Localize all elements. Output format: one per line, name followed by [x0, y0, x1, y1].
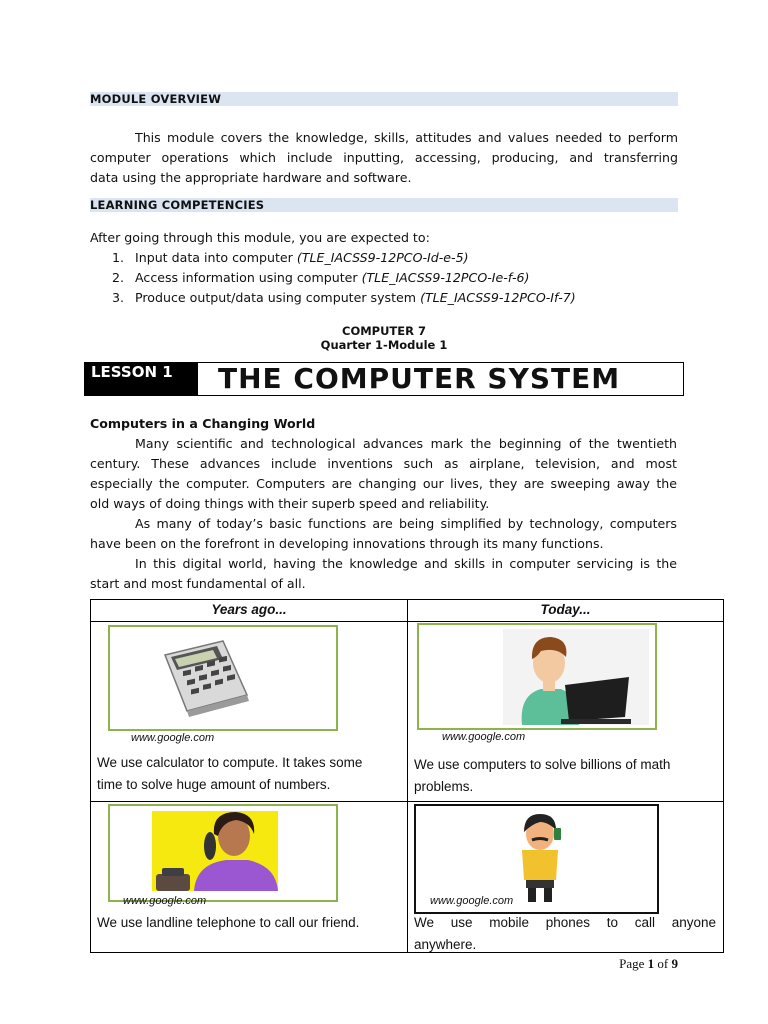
lesson-title: THE COMPUTER SYSTEM [218, 362, 621, 395]
comparison-table [90, 599, 724, 953]
caption-computer: We use computers to solve billions of math problems. [414, 757, 671, 794]
paragraph-line: have been on the forefront in developing innovations through its many functions. [90, 536, 604, 551]
paragraph-line: especially the computer. Computers are changing our lives, they are sweeping away the [90, 476, 677, 491]
paragraph-line: old ways of doing things with their superb speed and reliability. [90, 496, 490, 511]
list-item: 3. Produce output/data using computer system (TLE_IACSS9-12PCO-If-7) [112, 290, 576, 305]
cell-calculator [91, 622, 408, 802]
paragraph-line: Many scientific and technological advances mark the beginning of the twentieth [135, 436, 677, 451]
lesson-tag: LESSON 1 [84, 362, 198, 396]
learning-competencies-heading: LEARNING COMPETENCIES [90, 198, 678, 212]
paragraph-line: As many of today’s basic functions are being simplified by technology, computers [135, 516, 677, 531]
image-credit: www.google.com [123, 895, 207, 907]
list-item: 1. Input data into computer (TLE_IACSS9-12PCO-Id-e-5) [112, 250, 469, 265]
course-subtitle: Quarter 1-Module 1 [320, 338, 448, 352]
caption-calculator: We use calculator to compute. It takes some time to solve huge amount of numbers. [97, 755, 363, 792]
cell-computer [408, 622, 724, 802]
overview-line-2: computer operations which include inputting, accessing, producing, and transferring [90, 150, 678, 165]
person-laptop-image [417, 623, 657, 730]
cell-landline [91, 802, 408, 953]
caption-mobile: We use mobile phones to call anyone anywhere. [414, 915, 716, 952]
calculator-image [108, 625, 338, 731]
overview-line-1: This module covers the knowledge, skills, attitudes and values needed to perform [135, 130, 678, 145]
competencies-list [90, 228, 690, 308]
image-credit: www.google.com [430, 895, 514, 907]
module-overview-heading: MODULE OVERVIEW [90, 92, 678, 106]
course-title: COMPUTER 7 [342, 324, 426, 338]
image-credit: www.google.com [442, 731, 526, 743]
page-number: Page 1 of 9 [619, 956, 678, 971]
paragraph-line: start and most fundamental of all. [90, 576, 306, 591]
image-credit: www.google.com [131, 732, 215, 744]
list-item: 2. Access information using computer (TLE_IACSS9-12PCO-Ie-f-6) [112, 270, 530, 285]
section-body [90, 434, 677, 594]
paragraph-line: century. These advances include inventions such as airplane, television, and most [90, 456, 677, 471]
header-today: Today... [408, 600, 724, 622]
competencies-intro: After going through this module, you are expected to: [90, 230, 430, 245]
header-years-ago: Years ago... [91, 600, 408, 622]
overview-line-3: data using the appropriate hardware and software. [90, 170, 412, 185]
paragraph-line: In this digital world, having the knowledge and skills in computer servicing is the [135, 556, 677, 571]
cell-mobile [408, 802, 724, 953]
landline-image [108, 804, 338, 902]
section-heading: Computers in a Changing World [90, 416, 316, 431]
overview-paragraph [90, 128, 678, 188]
caption-landline: We use landline telephone to call our friend. [97, 915, 360, 930]
